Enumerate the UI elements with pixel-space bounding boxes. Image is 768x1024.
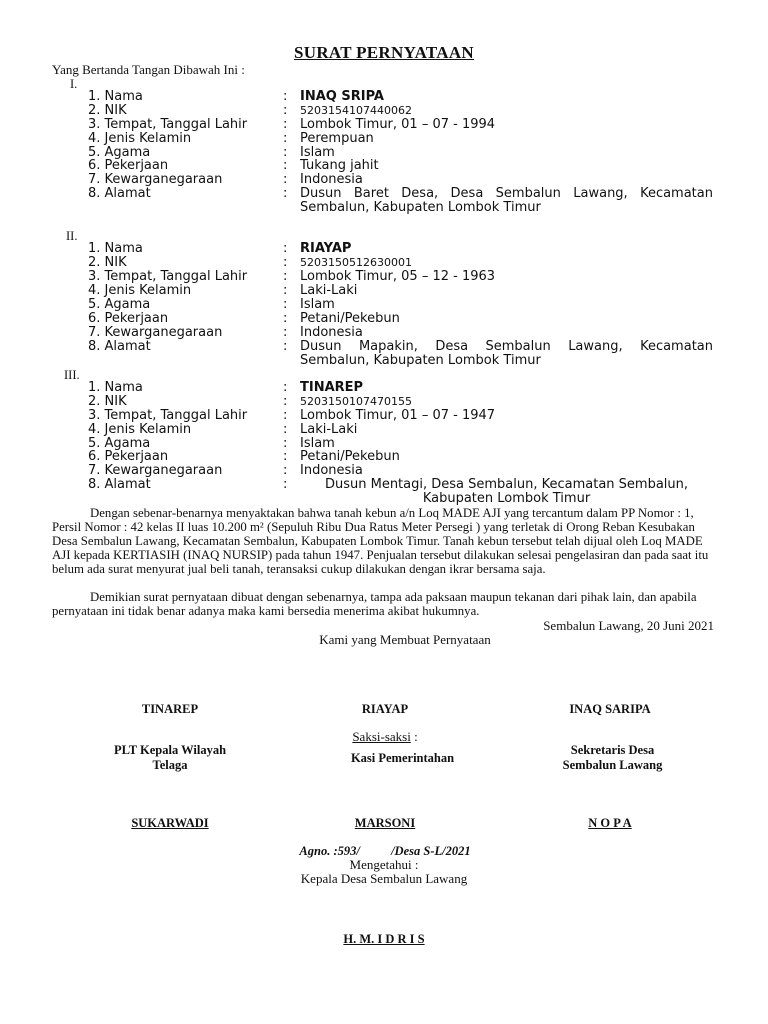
field-value: Laki-Laki [300, 283, 358, 298]
field-label: 3. Tempat, Tanggal Lahir [88, 408, 248, 423]
field-value: Dusun Mentagi, Desa Sembalun, Kecamatan Sembalun, Kabupaten Lombok Timur [324, 477, 689, 506]
field-value: Dusun Baret Desa, Desa Sembalun Lawang, Kecamatan Sembalun, Kabupaten Lombok Timur [300, 186, 713, 215]
field-label: 6. Pekerjaan [88, 311, 169, 326]
agenda-number: Agno. :593/ /Desa S-L/2021 [299, 844, 471, 858]
field-value: Lombok Timur, 01 – 07 - 1947 [300, 408, 496, 423]
person-2-numeral: II. [66, 229, 78, 243]
field-value: 5203150512630001 [300, 256, 412, 269]
field-label: 7. Kewarganegaraan [88, 463, 223, 478]
document-title: SURAT PERNYATAAN [293, 43, 475, 62]
field-colon: : [283, 145, 288, 160]
saksi-colon: : [410, 729, 418, 744]
field-colon: : [283, 158, 288, 173]
field-value: Islam [300, 436, 335, 451]
field-label: 5. Agama [88, 297, 151, 312]
field-label: 2. NIK [88, 103, 127, 118]
field-label: 6. Pekerjaan [88, 449, 169, 464]
field-label: 4. Jenis Kelamin [88, 422, 192, 437]
village-head-name: H. M. I D R I S [343, 932, 425, 946]
field-label: 8. Alamat [88, 186, 151, 201]
field-colon: : [283, 103, 288, 118]
field-colon: : [283, 477, 288, 492]
field-colon: : [283, 436, 288, 451]
field-value: 5203154107440062 [300, 104, 412, 117]
field-colon: : [283, 422, 288, 437]
field-value: Indonesia [300, 172, 363, 187]
field-colon: : [283, 89, 288, 104]
field-colon: : [283, 269, 288, 284]
field-value: Indonesia [300, 463, 363, 478]
field-value: TINAREP [300, 380, 364, 395]
field-label: 8. Alamat [88, 339, 151, 354]
field-colon: : [283, 449, 288, 464]
signer-name: TINAREP [141, 702, 199, 716]
acknowledged-label: Mengetahui : [349, 857, 419, 872]
signer-name: RIAYAP [361, 702, 409, 716]
field-value: Laki-Laki [300, 422, 358, 437]
field-label: 7. Kewarganegaraan [88, 172, 223, 187]
field-colon: : [283, 380, 288, 395]
field-colon: : [283, 311, 288, 326]
statement-paragraph [52, 506, 714, 576]
field-colon: : [283, 283, 288, 298]
field-colon: : [283, 408, 288, 423]
field-label: 4. Jenis Kelamin [88, 283, 192, 298]
field-colon: : [283, 255, 288, 270]
field-colon: : [283, 339, 288, 354]
field-label: 2. NIK [88, 255, 127, 270]
field-label: 1. Nama [88, 380, 143, 395]
field-colon: : [283, 297, 288, 312]
witness-title [80, 743, 260, 773]
field-colon: : [283, 131, 288, 146]
field-colon: : [283, 241, 288, 256]
field-value: Indonesia [300, 325, 363, 340]
field-label: 5. Agama [88, 145, 151, 160]
field-value: INAQ SRIPA [300, 89, 384, 104]
witness-name: MARSONI [354, 816, 416, 830]
signer-name: INAQ SARIPA [569, 702, 651, 716]
field-value: Petani/Pekebun [300, 311, 400, 326]
witness-title: Kasi Pemerintahan [350, 751, 455, 765]
field-value: Petani/Pekebun [300, 449, 400, 464]
field-label: 1. Nama [88, 89, 143, 104]
field-label: 6. Pekerjaan [88, 158, 169, 173]
field-value: Lombok Timur, 05 – 12 - 1963 [300, 269, 496, 284]
field-colon: : [283, 172, 288, 187]
field-label: 1. Nama [88, 241, 143, 256]
person-3-numeral: III. [64, 368, 80, 382]
field-value: Tukang jahit [300, 158, 379, 173]
witness-heading [300, 729, 470, 745]
closing-text: Demikian surat pernyataan dibuat dengan sebenarnya, tampa ada paksaan maupun tekanan dari pihak lain, dan apabila pernyataan ini tidak benar adanya maka kami bersedia menerima akibat hukumnya. [52, 590, 697, 618]
field-value: Islam [300, 145, 335, 160]
makers-label: Kami yang Membuat Pernyataan [319, 632, 491, 647]
statement-text: Dengan sebenar-benarnya menyaktakan bahwa tanah kebun a/n Loq MADE AJI yang tercantum dalam PP Nomor : 1, Persil Nomor : 42 kelas II luas 10.200 m² (Sepuluh Ribu Dua Ratus Meter Persegi ) yang terletak di Orong Reban Kesubakan Desa Sembalun Lawang, Kecamatan Sembalun, Kabupaten Lombok Timur. Tanah kebun tersebut telah dijual oleh Loq MADE AJI kepada KERTIASIH (INAQ NURSIP) pada tahun 1947. Penjualan tersebut dilakukan selesai pengelasiran dan pada saat itu belum ada surat menyurat jual beli tanah, teransaksi cukup dilakukan dengan ikrar bersama saja. [52, 506, 709, 576]
place-date: Sembalun Lawang, 20 Juni 2021 [543, 618, 714, 633]
field-label: 3. Tempat, Tanggal Lahir [88, 269, 248, 284]
village-head-title: Kepala Desa Sembalun Lawang [300, 871, 468, 886]
field-colon: : [283, 117, 288, 132]
witness-title [530, 743, 695, 773]
witness-name: SUKARWADI [131, 816, 209, 830]
witness-title-line1: PLT Kepala Wilayah [113, 743, 227, 757]
witness-title-line2: Telaga [152, 758, 188, 772]
person-1-numeral: I. [70, 77, 78, 91]
field-colon: : [283, 325, 288, 340]
field-value: RIAYAP [300, 241, 352, 256]
field-label: 4. Jenis Kelamin [88, 131, 192, 146]
field-label: 7. Kewarganegaraan [88, 325, 223, 340]
field-colon: : [283, 394, 288, 409]
field-value: Lombok Timur, 01 – 07 - 1994 [300, 117, 496, 132]
field-label: 2. NIK [88, 394, 127, 409]
field-label: 3. Tempat, Tanggal Lahir [88, 117, 248, 132]
witness-title-line2: Sembalun Lawang [562, 758, 663, 772]
field-label: 5. Agama [88, 436, 151, 451]
field-colon: : [283, 186, 288, 201]
saksi-label: Saksi-saksi [352, 729, 411, 744]
field-value: 5203150107470155 [300, 395, 412, 408]
witness-name: N O P A [588, 816, 632, 830]
field-value: Dusun Mapakin, Desa Sembalun Lawang, Kecamatan Sembalun, Kabupaten Lombok Timur [300, 339, 713, 368]
field-colon: : [283, 463, 288, 478]
witness-title-line1: Sekretaris Desa [570, 743, 655, 757]
intro-text: Yang Bertanda Tangan Dibawah Ini : [52, 62, 245, 77]
field-label: 8. Alamat [88, 477, 151, 492]
field-value: Perempuan [300, 131, 374, 146]
field-value: Islam [300, 297, 335, 312]
closing-paragraph [52, 590, 714, 618]
